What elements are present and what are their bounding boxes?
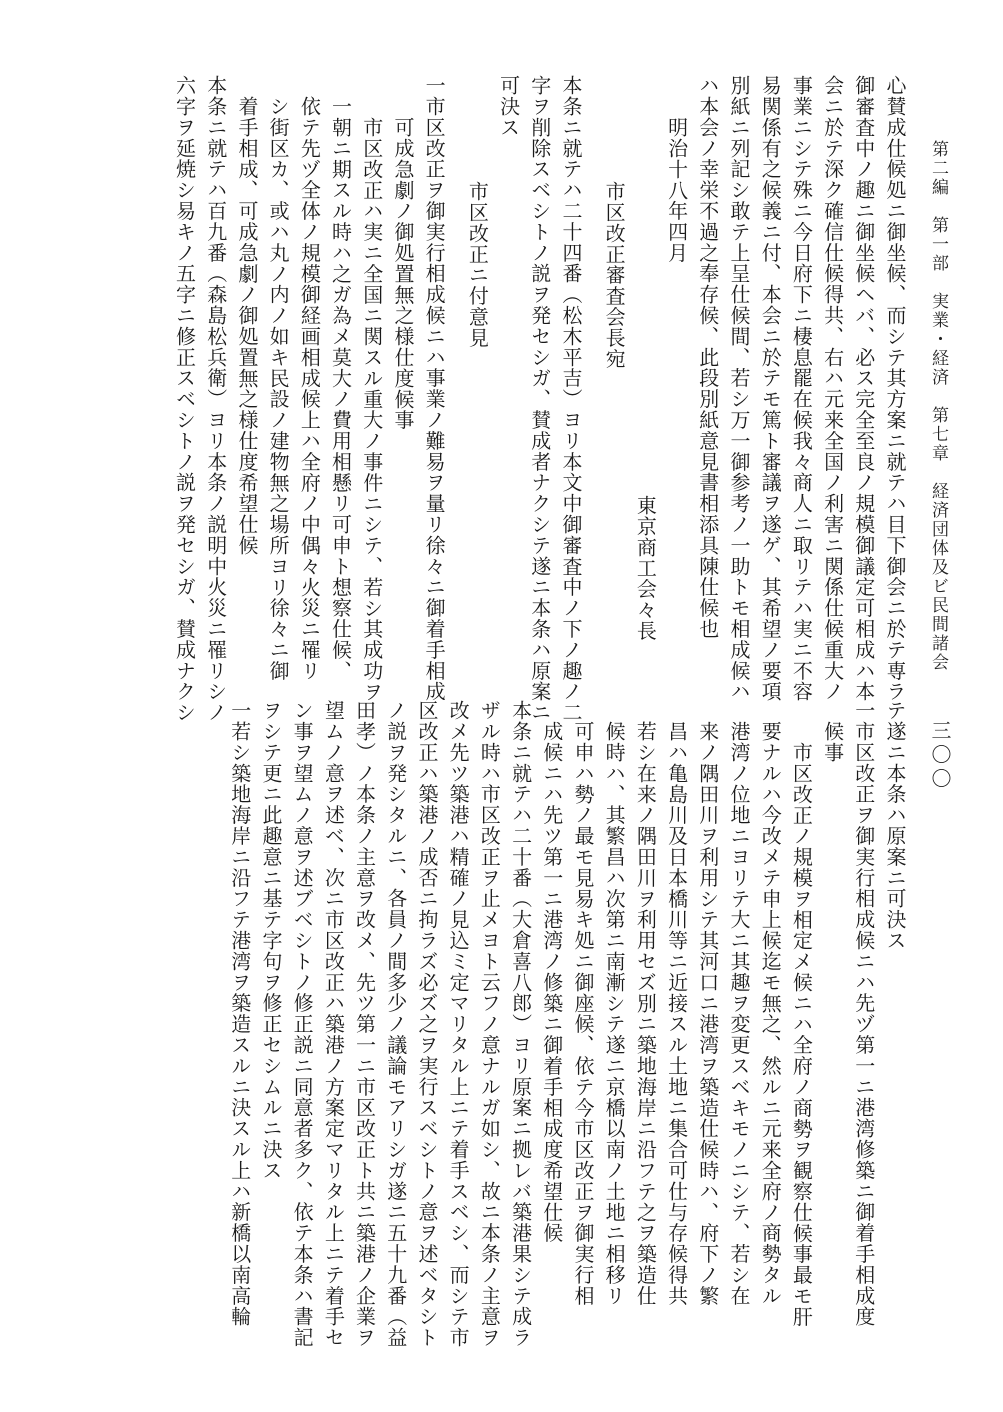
text-line: 六字ヲ延焼シ易キノ五字ニ修正スベシトノ説ヲ発セシガ、賛成ナクシ: [172, 75, 197, 723]
text-line: 若シ在来ノ隅田川ヲ利用セズ別ニ築地海岸ニ沿フテ之ヲ築造仕: [633, 721, 658, 1307]
text-line: 本条ニ就テハ二十番（大倉喜八郎）ヨリ原案ニ拠レバ築港果シテ成ラ: [508, 700, 533, 1348]
text-line: ヲシテ更ニ此趣意ニ基テ字句ヲ修正セシムルニ決ス: [258, 700, 283, 1181]
text-line: 可決ス: [496, 75, 521, 138]
text-line: ノ説ヲ発シタルニ、各員ノ間多少ノ議論モアリシガ遂ニ五十九番（益: [383, 700, 408, 1348]
text-line: 可申ハ勢ノ最モ見易キ処ニ御座候、依テ今市区改正ヲ御実行相: [570, 721, 595, 1307]
text-line: 一若シ築地海岸ニ沿フテ港湾ヲ築造スルニ決スル上ハ新橋以南高輪: [227, 700, 252, 1327]
text-line: 要ナルハ今改メテ申上候迄モ無之、然ルニ元来全府ノ商勢タル: [758, 721, 783, 1307]
text-line: ハ本会ノ幸栄不過之奉存候、此段別紙意見書相添具陳仕候也: [695, 75, 720, 640]
page-number: 三〇〇: [928, 720, 952, 792]
text-line: 心賛成仕候処ニ御坐候、而シテ其方案ニ就テハ目下御会ニ於テ専ラ: [883, 75, 907, 702]
lower-text-block: [80, 700, 910, 1348]
text-line: 事業ニシテ殊ニ今日府下ニ棲息罷在候我々商人ニ取リテハ実ニ不容: [789, 75, 814, 702]
text-line: 字ヲ削除スベシトノ説ヲ発セシガ、賛成者ナクシテ遂ニ本条ハ原案ニ: [527, 75, 552, 723]
text-line: 港湾ノ位地ニヨリテ大ニ其趣ヲ変更スベキモノニシテ、若シ在: [726, 721, 751, 1307]
text-line: 候事: [820, 721, 845, 763]
text-line: テ遂ニ本条ハ原案ニ可決ス: [883, 700, 907, 951]
text-line: 別紙ニ列記シ敢テ上呈仕候間、若シ万一御参考ノ一助トモ相成候ハ: [726, 75, 751, 702]
text-line: 候時ハ、其繁昌ハ次第ニ南漸シテ遂ニ京橋以南ノ土地ニ相移リ: [602, 721, 627, 1307]
text-line: 依テ先ヅ全体ノ規模御経画相成候上ハ全府ノ中偶々火災ニ罹リ: [297, 96, 322, 682]
running-head: 第二編 第一部 実業・経済 第七章 経済団体及ビ民間諸会: [928, 140, 948, 672]
text-line: 来ノ隅田川ヲ利用シテ其河口ニ港湾ヲ築造仕候時ハ、府下ノ繁: [695, 721, 720, 1307]
date-line: 明治十八年四月: [664, 117, 689, 264]
text-line: 一市区改正ヲ御実行相成候ニハ先ヅ第一ニ港湾修築ニ御着手相成度: [851, 700, 876, 1327]
section-title: 市区改正ニ付意見: [465, 181, 490, 349]
text-line: 区改正ハ築港ノ成否ニ拘ラズ必ズ之ヲ実行スベシトノ意ヲ述ベタシト: [414, 700, 439, 1348]
text-line: 御審査中ノ趣ニ御坐候ヘバ、必ス完全至良ノ規模御議定可相成ハ本: [851, 75, 876, 702]
text-line: 本条ニ就テハ百九番（森島松兵衛）ヨリ本条ノ説明中火災ニ罹リシノ: [203, 75, 228, 723]
text-line: 成候ニハ先ツ第一ニ港湾ノ修築ニ御着手相成度希望仕候: [539, 721, 564, 1244]
text-line: 田孝）ノ本条ノ主意ヲ改メ、先ツ第一ニ市区改正ト共ニ築港ノ企業ヲ: [352, 700, 377, 1348]
text-line: 一市区改正ヲ御実行相成候ニハ事業ノ難易ヲ量リ徐々ニ御着手相成: [422, 75, 447, 702]
text-line: シ街区カ、或ハ丸ノ内ノ如キ民設ノ建物無之場所ヨリ徐々ニ御: [266, 96, 291, 682]
text-line: ザル時ハ市区改正ヲ止メヨト云フノ意ナルガ如シ、故ニ本条ノ主意ヲ: [477, 700, 502, 1348]
text-line: 一朝ニ期スル時ハ之ガ為メ莫大ノ費用相懸リ可申ト想察仕候、: [328, 96, 353, 682]
text-line: 改メ先ツ築港ハ精確ノ見込ミ定マリタル上ニテ着手スベシ、而シテ市: [446, 700, 471, 1348]
text-line: 可成急劇ノ御処置無之様仕度候事: [390, 117, 415, 431]
text-line: 市区改正ノ規模ヲ相定メ候ニハ全府ノ商勢ヲ観察仕候事最モ肝: [789, 742, 814, 1328]
text-line: 着手相成、可成急劇ノ御処置無之様仕度希望仕候: [234, 96, 259, 556]
upper-text-block: [80, 75, 910, 723]
text-line: 本条ニ就テハ二十四番（松木平吉）ヨリ本文中御審査中ノ下ノ趣ノ二: [558, 75, 583, 723]
signatory-line: 東京商工会々長: [633, 495, 658, 642]
text-line: 望ムノ意ヲ述ベ、次ニ市区改正ハ築港ノ方案定マリタル上ニテ着手セ: [321, 700, 346, 1348]
text-line: 易関係有之候義ニ付、本会ニ於テモ篤ト審議ヲ遂ゲ、其希望ノ要項: [758, 75, 783, 702]
text-line: 会ニ於テ深ク確信仕候得共、右ハ元来全国ノ利害ニ関係仕候重大ノ: [820, 75, 845, 702]
text-line: 市区改正ハ実ニ全国ニ関スル重大ノ事件ニシテ、若シ其成功ヲ: [359, 117, 384, 703]
addressee-line: 市区改正審査会長宛: [602, 181, 627, 370]
text-line: 昌ハ亀島川及日本橋川等ニ近接スル土地ニ集合可仕与存候得共: [664, 721, 689, 1307]
text-line: ン事ヲ望ムノ意ヲ述ブベシトノ修正説ニ同意者多ク、依テ本条ハ書記: [290, 700, 315, 1348]
